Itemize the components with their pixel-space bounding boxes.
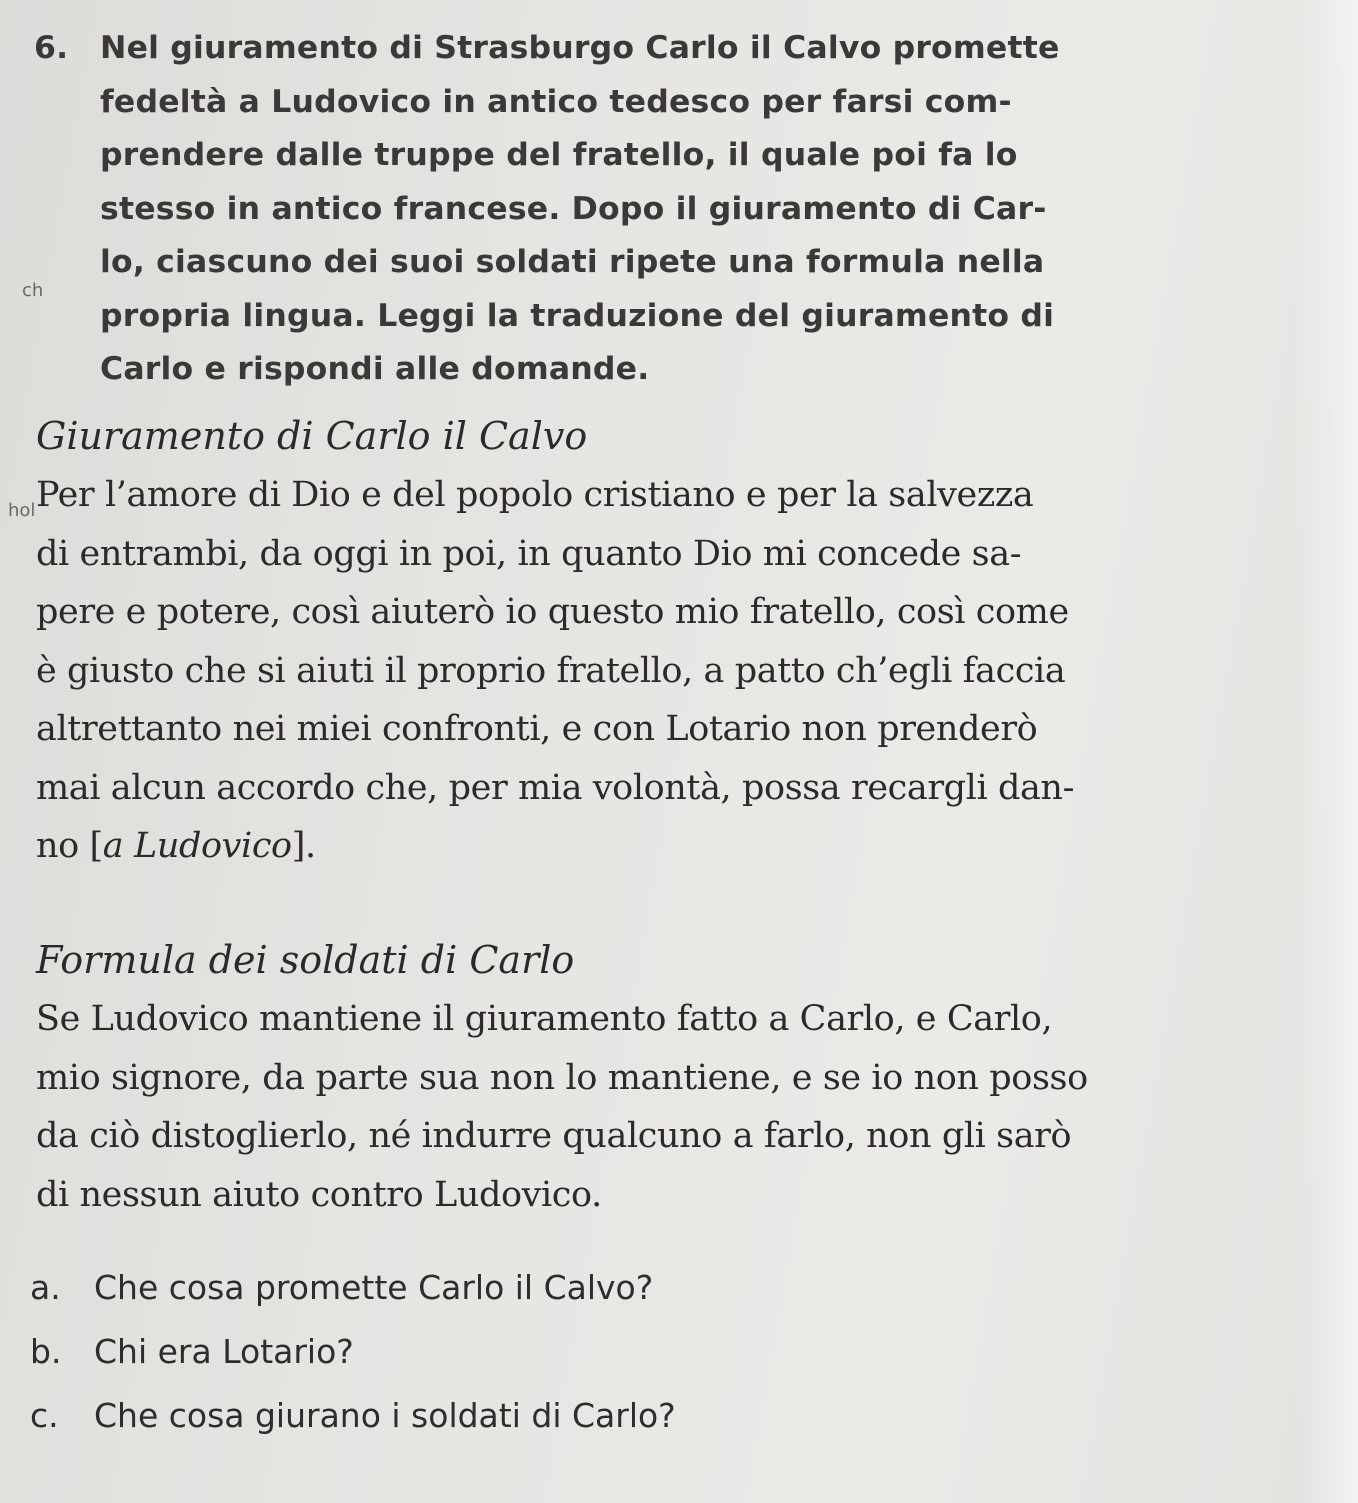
question-letter: b. (30, 1332, 62, 1371)
passage-body (36, 466, 1176, 876)
passage-line: Se Ludovico mantiene il giuramento fatto a Carlo, e Carlo, (36, 999, 1053, 1039)
exercise-prompt (34, 22, 1174, 397)
question-item (30, 1384, 676, 1448)
question-list (30, 1256, 676, 1448)
passage-line: è giusto che si aiuti il proprio fratello, a patto ch’egli faccia (36, 650, 1066, 691)
question-letter: c. (30, 1396, 59, 1435)
exercise-text (100, 22, 1174, 397)
passage-line-end: ]. (291, 826, 316, 866)
passage-line: altrettanto nei miei confronti, e con Lotario non prenderò (36, 709, 1038, 749)
exercise-line: prendere dalle truppe del fratello, il quale poi fa lo (100, 137, 1018, 173)
question-text: Che cosa promette Carlo il Calvo? (94, 1268, 654, 1307)
exercise-line: fedeltà a Ludovico in antico tedesco per farsi com- (100, 83, 1012, 120)
passage-line: Per l’amore di Dio e del popolo cristiano e per la salvezza (36, 475, 1034, 515)
page-edge-shading (1298, 0, 1358, 1503)
exercise-line: Carlo e rispondi alle domande. (100, 351, 650, 387)
question-item (30, 1256, 676, 1320)
question-letter: a. (30, 1268, 61, 1307)
question-text: Chi era Lotario? (94, 1332, 354, 1371)
passage-oath-of-charles (36, 408, 1176, 876)
margin-pencil-note-2: hol (8, 500, 36, 521)
passage-line: pere e potere, così aiuterò io questo mio fratello, così come (36, 592, 1069, 632)
question-item (30, 1320, 676, 1384)
passage-line: di nessun aiuto contro Ludovico. (36, 1174, 602, 1215)
passage-line: mio signore, da parte sua non lo mantiene, e se io non posso (36, 1057, 1088, 1098)
passage-body (36, 990, 1176, 1224)
passage-line: da ciò distoglierlo, né indurre qualcuno a farlo, non gli sarò (36, 1116, 1072, 1156)
exercise-line: propria lingua. Leggi la traduzione del giuramento di (100, 297, 1055, 334)
passage-soldiers-formula (36, 932, 1176, 1224)
question-text: Che cosa giurano i soldati di Carlo? (94, 1396, 676, 1435)
passage-line: di entrambi, da oggi in poi, in quanto Dio mi concede sa- (36, 533, 1022, 574)
passage-line-start: no [ (36, 826, 103, 866)
exercise-line: lo, ciascuno dei suoi soldati ripete una formula nella (100, 244, 1045, 280)
passage-line (36, 826, 316, 866)
exercise-number: 6. (34, 30, 69, 66)
margin-pencil-note-1: ch (22, 280, 44, 301)
passage-line: mai alcun accordo che, per mia volontà, possa recargli dan- (36, 767, 1075, 808)
passage-title: Giuramento di Carlo il Calvo (36, 414, 588, 458)
exercise-line: Nel giuramento di Strasburgo Carlo il Calvo promette (100, 30, 1060, 66)
passage-title: Formula dei soldati di Carlo (36, 938, 575, 982)
passage-italic-note: a Ludovico (102, 826, 292, 866)
exercise-line: stesso in antico francese. Dopo il giuramento di Car- (100, 190, 1047, 227)
